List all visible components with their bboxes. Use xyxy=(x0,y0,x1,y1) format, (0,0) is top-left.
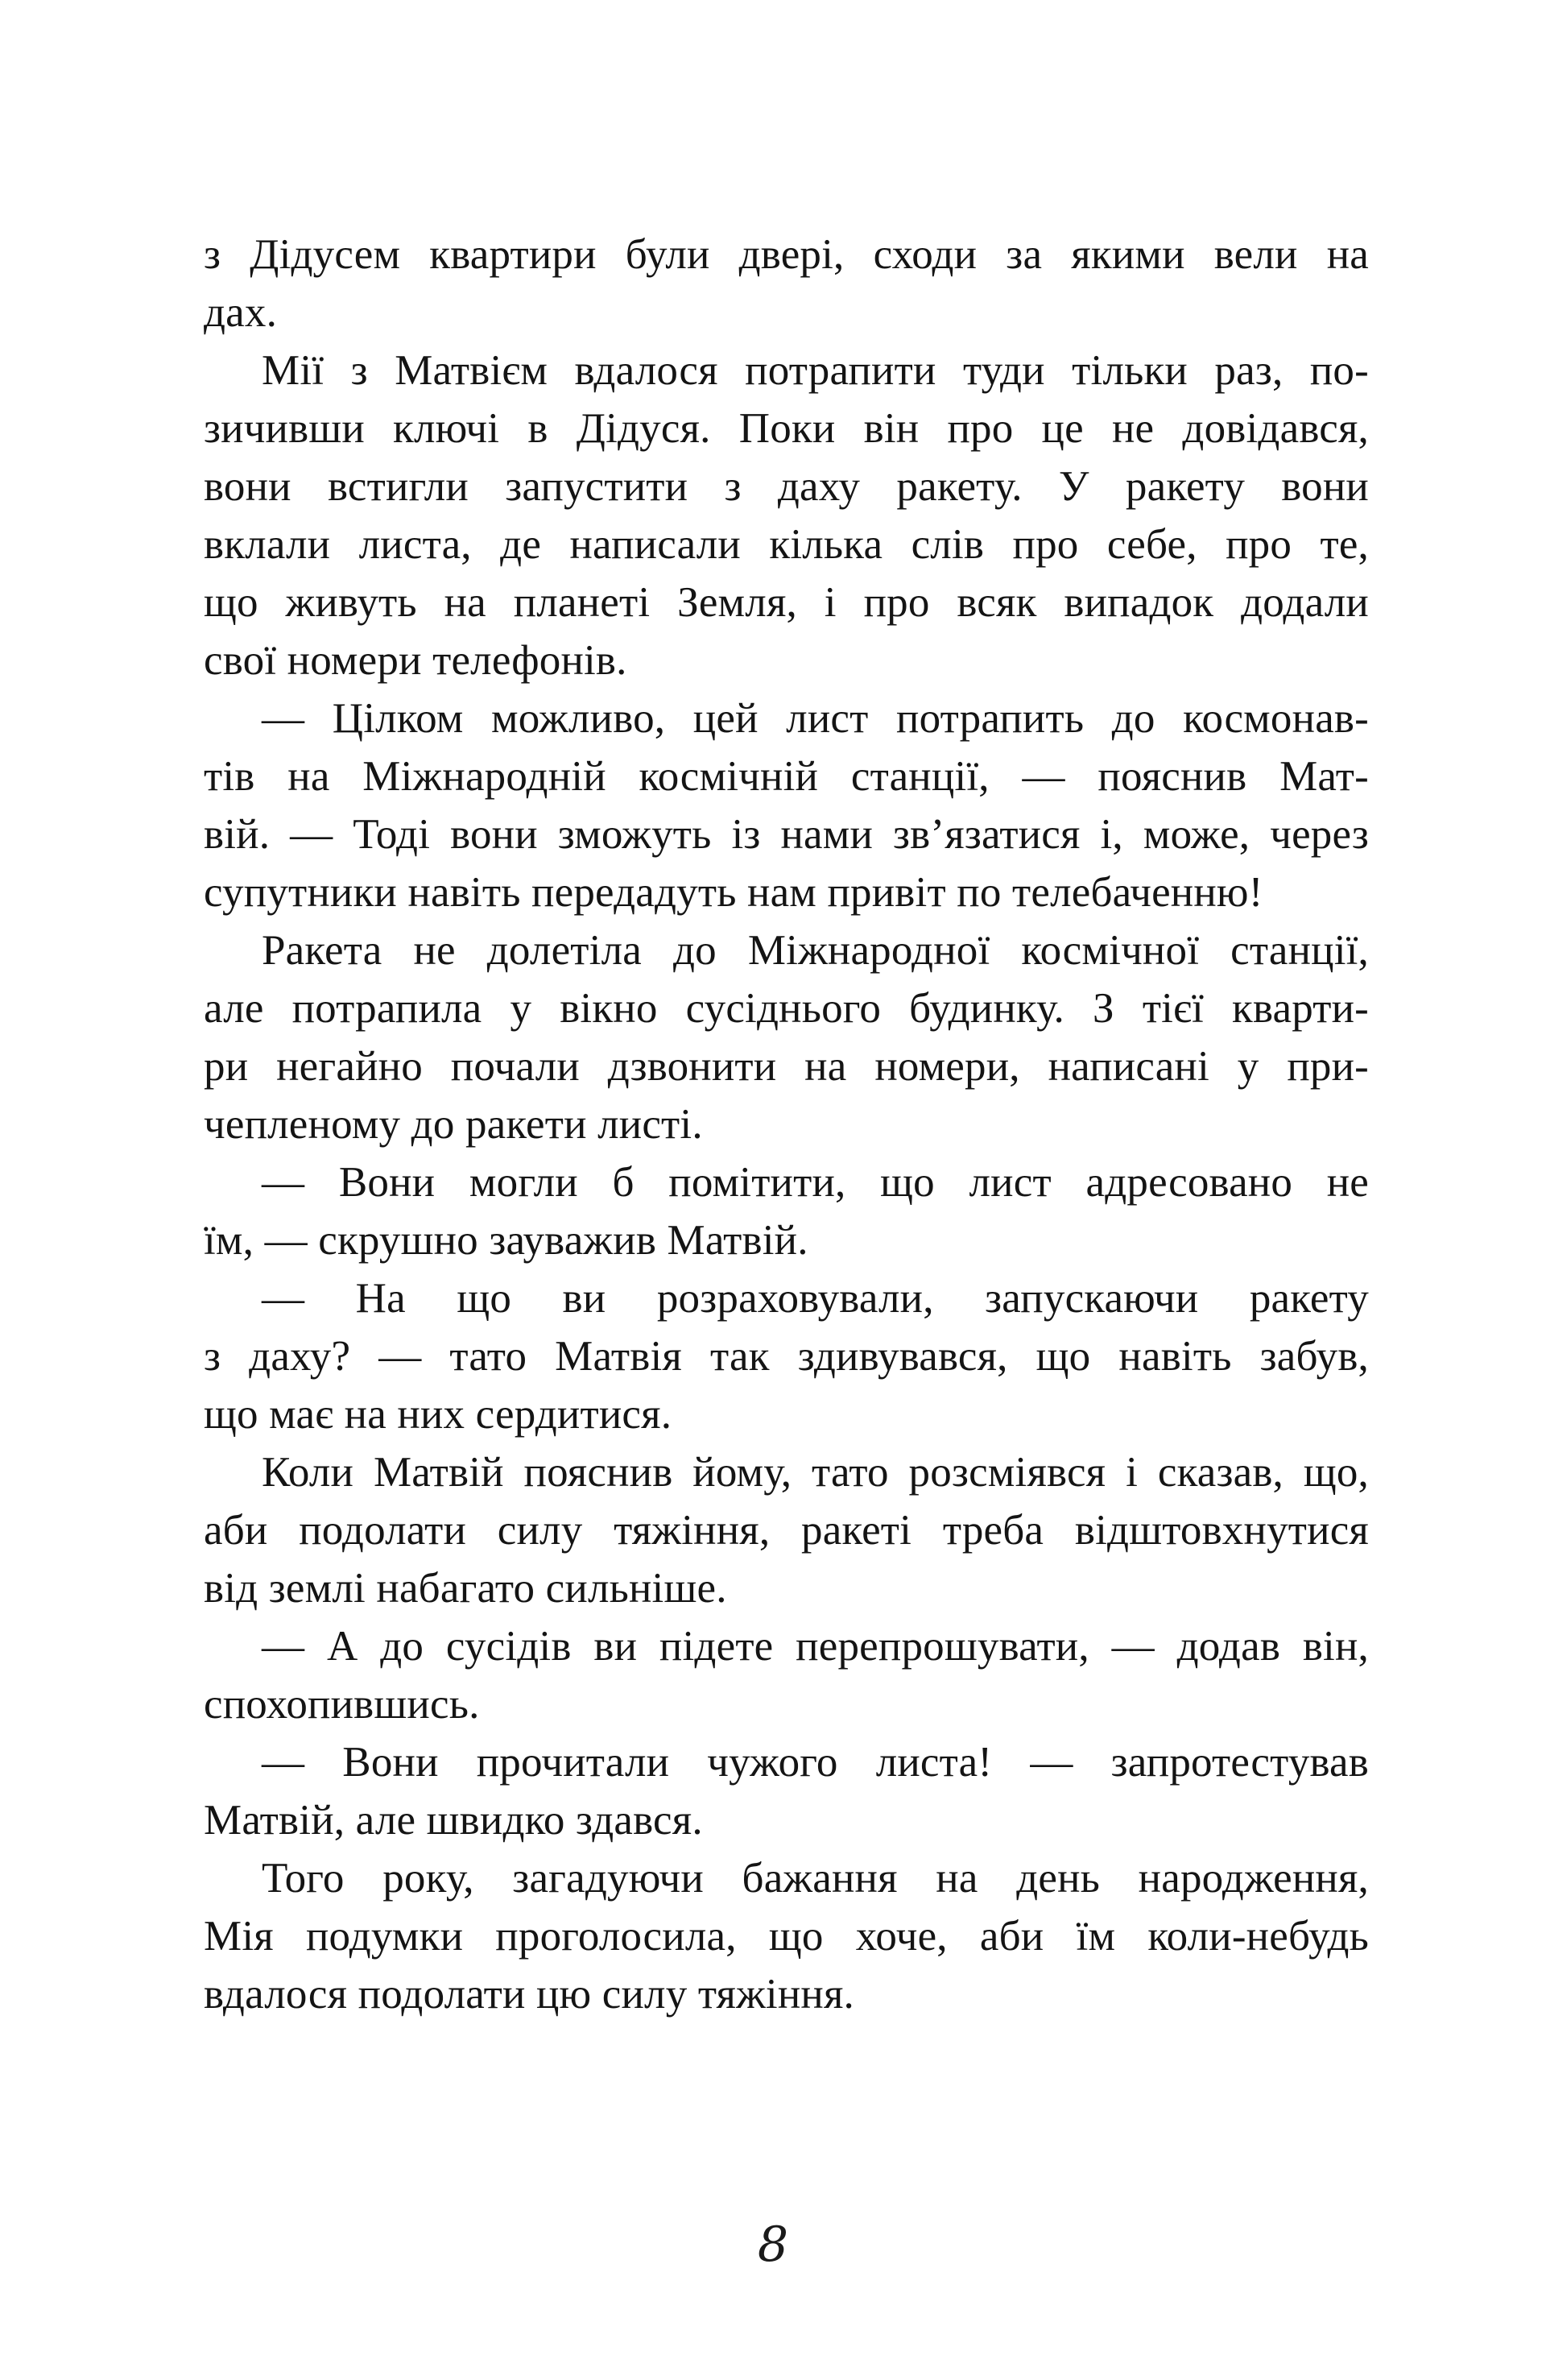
text-line: вій. — Тоді вони зможуть із нами зв’язатися і, може, через xyxy=(204,811,1369,858)
paragraph xyxy=(204,1443,1369,1617)
paragraph xyxy=(204,1849,1369,2023)
paragraph xyxy=(204,689,1369,921)
paragraph xyxy=(204,1269,1369,1443)
text-line: вклали листа, де написали кілька слів про себе, про те, xyxy=(204,521,1369,568)
paragraph xyxy=(204,1733,1369,1849)
text-line: Мії з Матвієм вдалося потрапити туди тільки раз, по- xyxy=(262,347,1369,394)
text-line: — Вони прочитали чужого листа! — запротестував xyxy=(262,1739,1369,1786)
text-line: з даху? — тато Матвія так здивувався, що навіть забув, xyxy=(204,1333,1369,1380)
text-line: аби подолати силу тяжіння, ракеті треба відштовхнутися xyxy=(204,1507,1369,1554)
paragraph xyxy=(204,226,1369,341)
text-line: — Цілком можливо, цей лист потрапить до космонав- xyxy=(262,695,1369,742)
text-block xyxy=(204,226,1369,2023)
paragraph xyxy=(204,1153,1369,1269)
text-line: чепленому до ракети листі. xyxy=(204,1101,703,1148)
text-line: вдалося подолати цю силу тяжіння. xyxy=(204,1971,854,2018)
text-line: їм, — скрушно зауважив Матвій. xyxy=(204,1217,808,1264)
text-line: вони встигли запустити з даху ракету. У ракету вони xyxy=(204,463,1369,510)
text-line: але потрапила у вікно сусіднього будинку. З тієї кварти- xyxy=(204,985,1369,1032)
text-line: дах. xyxy=(204,289,278,336)
text-line: з Дідусем квартири були двері, сходи за якими вели на xyxy=(204,231,1369,278)
text-line: що має на них сердитися. xyxy=(204,1391,672,1438)
text-line: — На що ви розраховували, запускаючи ракету xyxy=(262,1275,1369,1322)
paragraph xyxy=(204,921,1369,1153)
text-line: — Вони могли б помітити, що лист адресовано не xyxy=(262,1159,1369,1206)
text-line: спохопившись. xyxy=(204,1681,480,1728)
text-line: що живуть на планеті Земля, і про всяк випадок додали xyxy=(204,579,1369,626)
text-line: — А до сусідів ви підете перепрошувати, — додав він, xyxy=(262,1623,1369,1670)
page-number: 8 xyxy=(757,2217,789,2273)
text-line: Мія подумки проголосила, що хоче, аби їм коли-небудь xyxy=(204,1913,1369,1960)
text-line: ри негайно почали дзвонити на номери, написані у при- xyxy=(204,1043,1369,1090)
paragraph xyxy=(204,341,1369,689)
text-line: свої номери телефонів. xyxy=(204,637,627,684)
text-line: супутники навіть передадуть нам привіт по телебаченню! xyxy=(204,869,1263,916)
text-line: Коли Матвій пояснив йому, тато розсміявся і сказав, що, xyxy=(262,1449,1369,1496)
text-line: Ракета не долетіла до Міжнародної космічної станції, xyxy=(262,927,1369,974)
text-line: Того року, загадуючи бажання на день народження, xyxy=(262,1855,1369,1902)
text-line: тів на Міжнародній космічній станції, — пояснив Мат- xyxy=(204,753,1369,800)
paragraph xyxy=(204,1617,1369,1733)
text-line: від землі набагато сильніше. xyxy=(204,1565,727,1612)
text-line: зичивши ключі в Дідуся. Поки він про це не довідався, xyxy=(204,405,1369,452)
text-line: Матвій, але швидко здався. xyxy=(204,1797,703,1844)
